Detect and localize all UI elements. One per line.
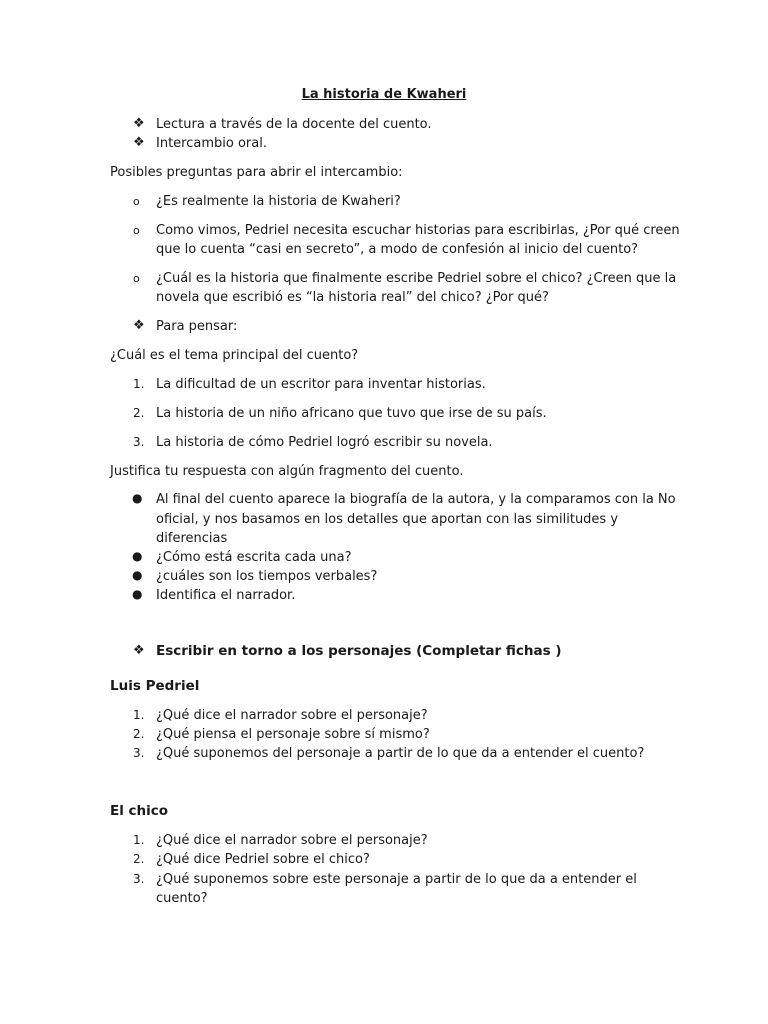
bullet-icon: ●	[132, 491, 143, 505]
intro-item: Lectura a través de la docente del cuento.	[156, 117, 432, 132]
bullet-icon: ●	[132, 549, 143, 563]
chico-question: cuento?	[156, 891, 208, 906]
circle-bullet-icon: o	[133, 272, 140, 285]
bullet-line: diferencias	[156, 531, 228, 546]
list-number: 3.	[133, 435, 145, 449]
bullet-line: ¿Cómo está escrita cada una?	[156, 550, 352, 565]
question-line: novela que escribió es “la historia real” del chico? ¿Por qué?	[156, 290, 549, 305]
chico-heading: El chico	[110, 803, 169, 819]
diamond-bullet-icon: ❖	[133, 135, 145, 150]
question-line: que lo cuenta “casi en secreto”, a modo de confesión al inicio del cuento?	[156, 242, 639, 257]
escribir-heading: Escribir en torno a los personajes (Completar fichas )	[156, 643, 562, 659]
bullet-line: oficial, y nos basamos en los detalles que aportan con las similitudes y	[156, 512, 619, 527]
bullet-icon: ●	[132, 587, 143, 601]
luis-question: ¿Qué dice el narrador sobre el personaje?	[156, 708, 428, 723]
document-title: La historia de Kwaheri	[301, 87, 467, 102]
chico-question: ¿Qué dice el narrador sobre el personaje?	[156, 833, 428, 848]
list-number: 3.	[133, 872, 145, 886]
diamond-bullet-icon: ❖	[133, 116, 145, 131]
tema-question: ¿Cuál es el tema principal del cuento?	[110, 348, 359, 363]
question-line: Como vimos, Pedriel necesita escuchar historias para escribirlas, ¿Por qué creen	[156, 223, 680, 238]
tema-option: La historia de cómo Pedriel logró escribir su novela.	[156, 435, 493, 450]
bullet-line: Al final del cuento aparece la biografía de la autora, y la comparamos con la No	[156, 492, 676, 507]
list-number: 3.	[133, 746, 145, 760]
justifica-text: Justifica tu respuesta con algún fragmento del cuento.	[110, 464, 464, 479]
list-number: 2.	[133, 406, 145, 420]
circle-bullet-icon: o	[133, 224, 140, 237]
bullet-line: ¿cuáles son los tiempos verbales?	[156, 569, 378, 584]
luis-heading: Luis Pedriel	[110, 678, 200, 694]
chico-question: ¿Qué suponemos sobre este personaje a partir de lo que da a entender el	[156, 872, 637, 887]
luis-question: ¿Qué piensa el personaje sobre sí mismo?	[156, 727, 430, 742]
question-line: ¿Cuál es la historia que finalmente escribe Pedriel sobre el chico? ¿Creen que la	[156, 271, 677, 286]
bullet-icon: ●	[132, 568, 143, 582]
diamond-bullet-icon: ❖	[133, 643, 145, 658]
circle-bullet-icon: o	[133, 195, 140, 208]
tema-option: La historia de un niño africano que tuvo que irse de su país.	[156, 406, 547, 421]
bullet-line: Identifica el narrador.	[156, 588, 296, 603]
list-number: 1.	[133, 377, 145, 391]
list-number: 1.	[133, 708, 145, 722]
intro-item: Intercambio oral.	[156, 136, 267, 151]
luis-question: ¿Qué suponemos del personaje a partir de lo que da a entender el cuento?	[156, 746, 645, 761]
list-number: 1.	[133, 833, 145, 847]
diamond-bullet-icon: ❖	[133, 318, 145, 333]
para-pensar: Para pensar:	[156, 319, 238, 334]
tema-option: La dificultad de un escritor para inventar historias.	[156, 377, 486, 392]
list-number: 2.	[133, 852, 145, 866]
list-number: 2.	[133, 727, 145, 741]
question-line: ¿Es realmente la historia de Kwaheri?	[156, 194, 401, 209]
questions-intro: Posibles preguntas para abrir el intercambio:	[110, 165, 403, 180]
chico-question: ¿Qué dice Pedriel sobre el chico?	[156, 852, 370, 867]
